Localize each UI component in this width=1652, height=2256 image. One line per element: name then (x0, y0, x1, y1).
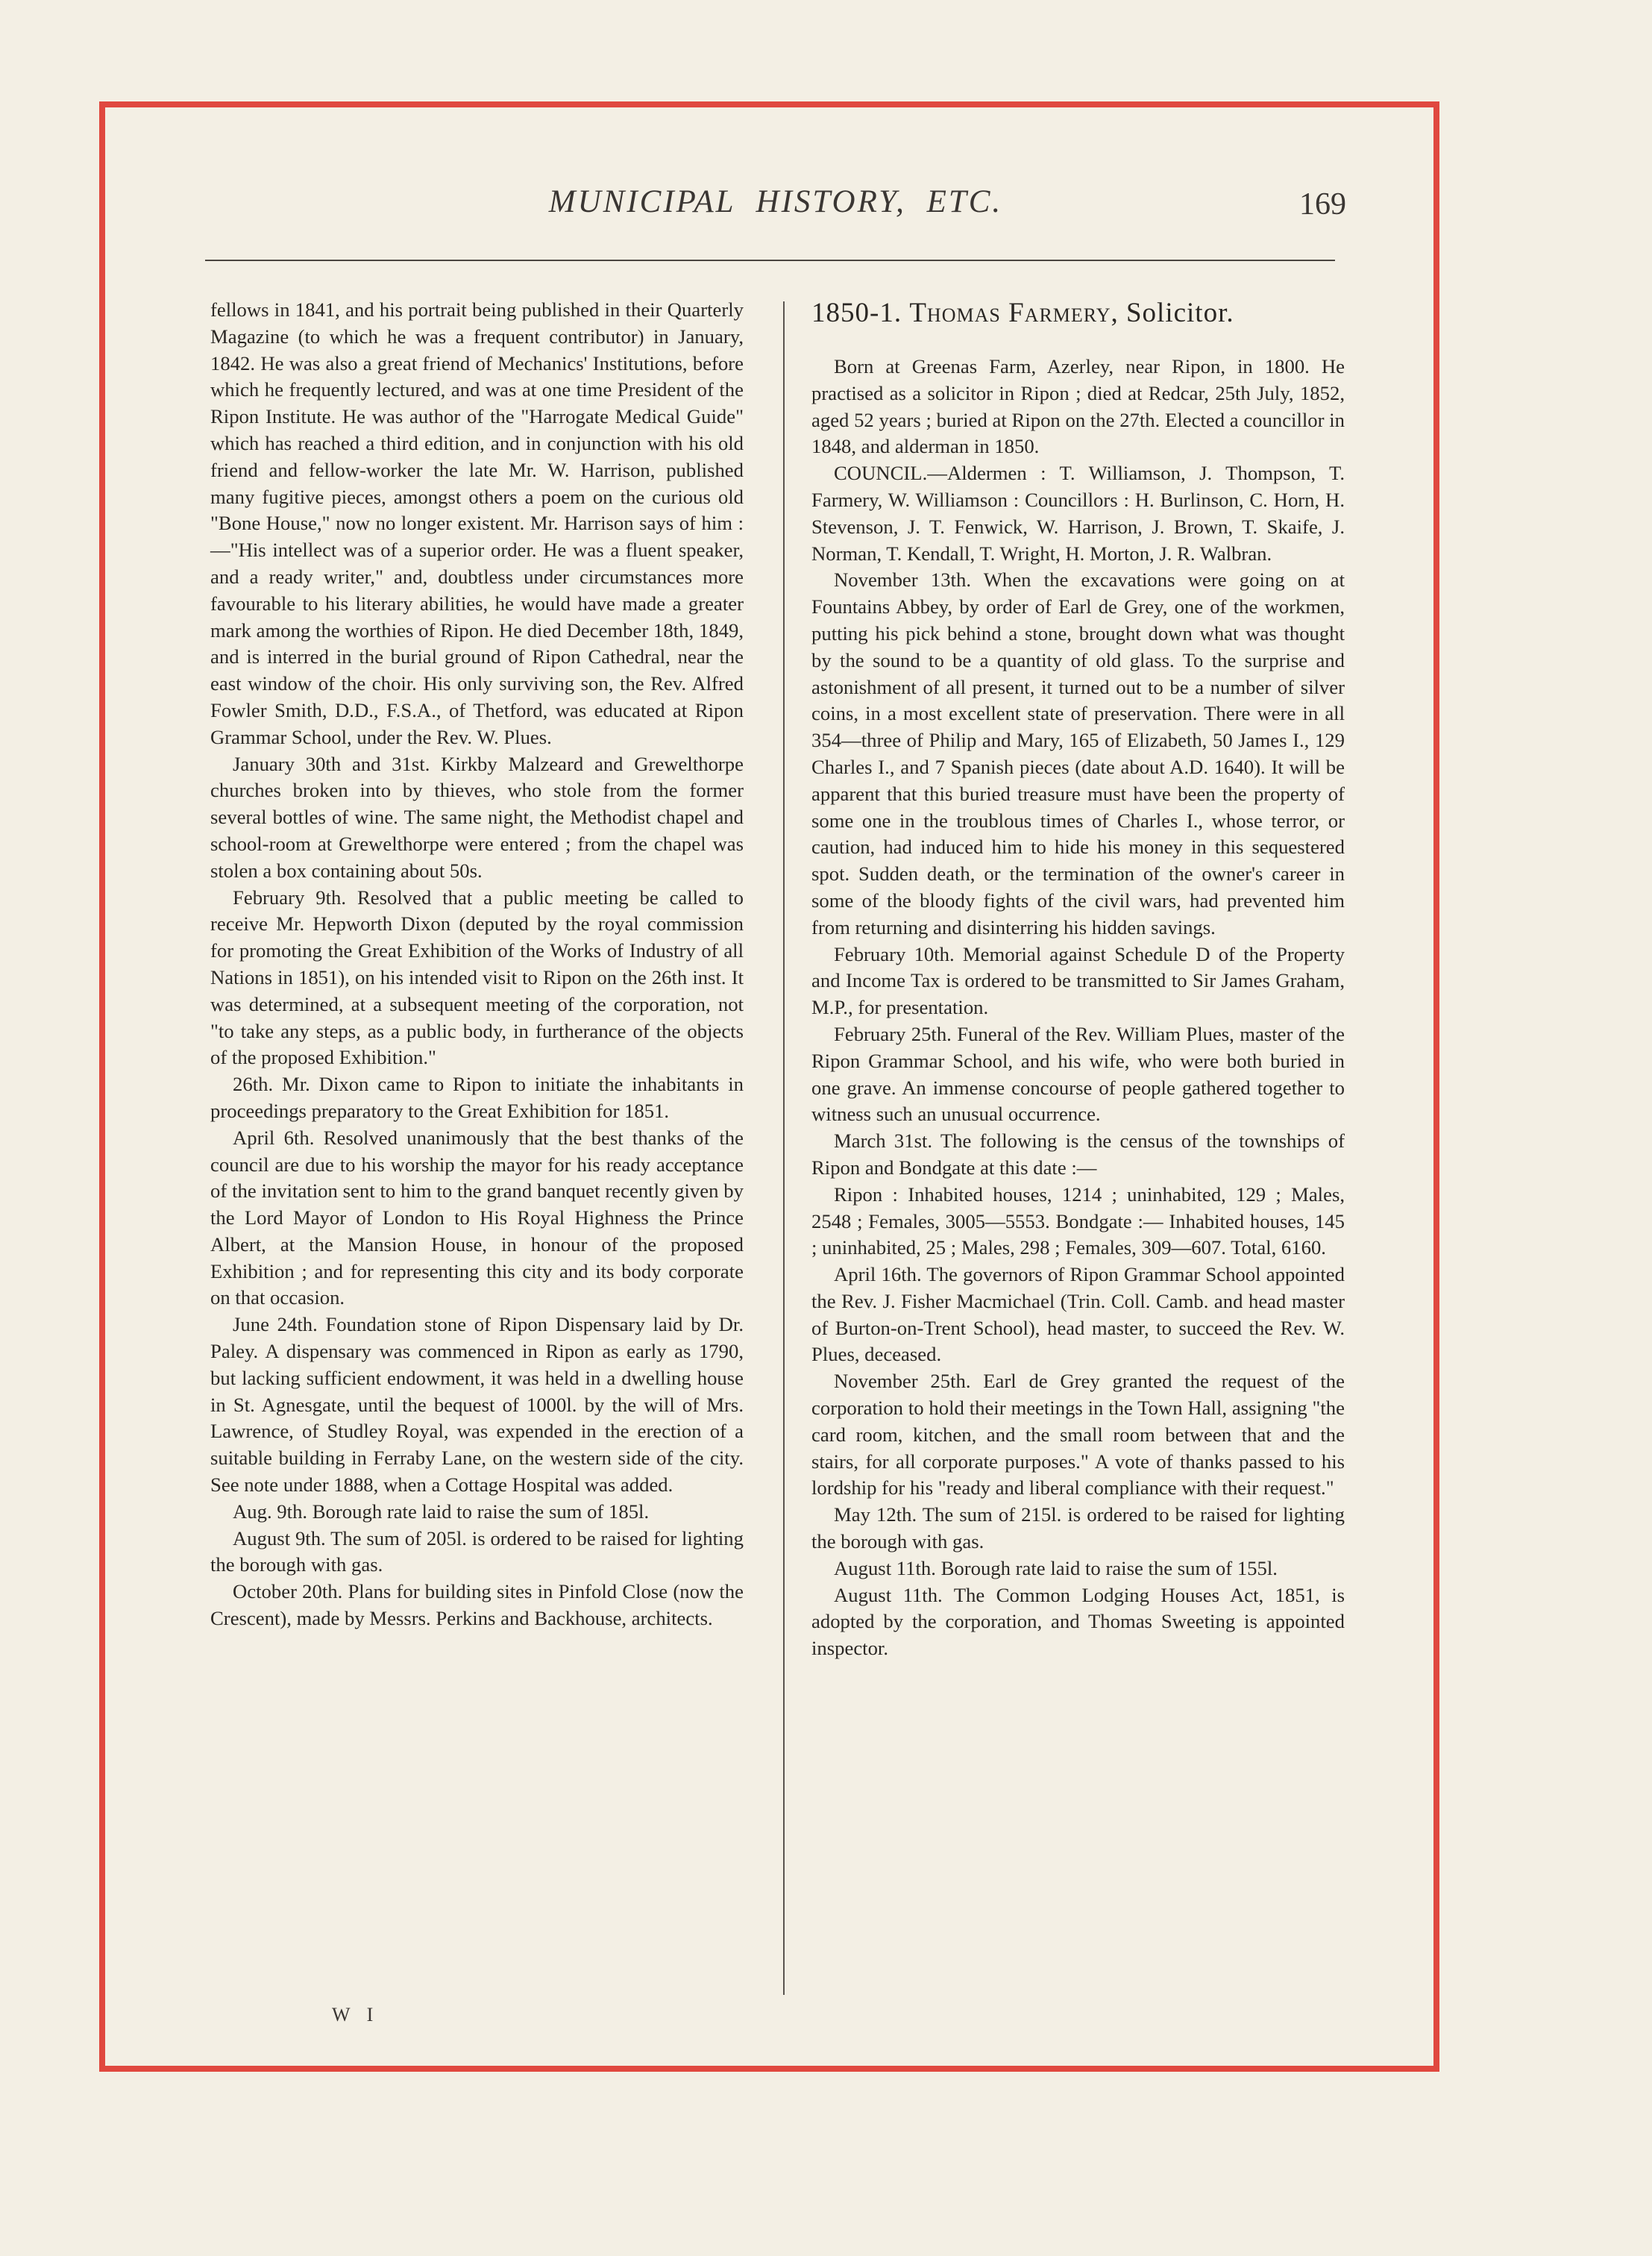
paragraph: August 9th. The sum of 205l. is ordered to be raised for lighting the borough with gas. (210, 1526, 744, 1576)
paragraph: May 12th. The sum of 215l. is ordered to be raised for lighting the borough with gas. (811, 1503, 1345, 1553)
paragraph: August 11th. The Common Lodging Houses Act, 1851, is adopted by the corporation, and Thomas Sweeting is appointed inspector. (811, 1583, 1345, 1660)
paragraph: COUNCIL.—Aldermen : T. Williamson, J. Thompson, T. Farmery, W. Williamson : Councillors : H. Burlinson, C. Horn, H. Stevenson, J. T. Fenwick, W. Harrison, J. Brown, T. Skaife, J. Norman, T. Kendall, T. Wright, H. Morton, J. R. Walbran. (811, 462, 1345, 565)
page-number: 169 (1299, 187, 1346, 222)
paragraph: 26th. Mr. Dixon came to Ripon to initiate the inhabitants in proceedings preparatory to the Great Exhibition for 1851. (210, 1073, 744, 1122)
paragraph: August 11th. Borough rate laid to raise the sum of 155l. (834, 1556, 1278, 1579)
paragraph: Ripon : Inhabited houses, 1214 ; uninhabited, 129 ; Males, 2548 ; Females, 3005—5553. Bondgate :— Inhabited houses, 145 ; uninhabited, 25 ; Males, 298 ; Females, 309—607. Total, 6160. (811, 1182, 1345, 1259)
running-title: MUNICIPAL HISTORY, ETC. (548, 184, 1003, 219)
paragraph: June 24th. Foundation stone of Ripon Dispensary laid by Dr. Paley. A dispensary was commenced in Ripon as early as 1790, but lacking sufficient endowment, it was held in a dwelling house in St. Agnesgate, until the bequest of 1000l. by the will of Mrs. Lawrence, of Studley Royal, was expended in the erection of a suitable building in Ferraby Lane, on the western side of the city. See note under 1888, when a Cottage Hospital was added. (210, 1313, 744, 1497)
running-head (205, 184, 1346, 228)
paragraph: November 25th. Earl de Grey granted the request of the corporation to hold their meetings in the Town Hall, assigning "the card room, kitchen, and the small room between that and the stairs, for all corporate purposes." A vote of thanks passed to his lordship for his "ready and liberal compliance with their request." (811, 1370, 1345, 1500)
paragraph: November 13th. When the excavations were going on at Fountains Abbey, by order of Earl de Grey, one of the workmen, putting his pick behind a stone, brought down what was thought by the sound to be a quantity of old glass. To the surprise and astonishment of all present, it turned out to be a number of silver coins, in a most excellent state of preservation. There were in all 354—three of Philip and Mary, 165 of Elizabeth, 50 James I., 129 Charles I., and 7 Spanish pieces (date about A.D. 1640). It will be apparent that this buried treasure must have been the property of some one in the troublous times of Charles I., whose terror, or caution, had induced him to hide his money in this sequestered spot. Sudden death, or the termination of the owner's career in some of the bloody fights of the civil wars, had prevented him from returning and disinterring his hidden savings. (811, 568, 1345, 939)
heading-role: Solicitor. (1125, 298, 1234, 328)
heading-name: Thomas Farmery, (909, 298, 1119, 328)
paragraph: fellows in 1841, and his portrait being published in their Quarterly Magazine (to which he was a frequent contributor) in January, 1842. He was also a great friend of Mechanics' Institutions, before which he frequently lectured, and was at one time President of the Ripon Institute. He was author of the "Harrogate Medical Guide" which has reached a third edition, and in conjunction with his old friend and fellow-worker the late Mr. W. Harrison, published many fugitive pieces, amongst others a poem on the curious old "Bone House," now no longer existent. Mr. Harrison says of him :—"His intellect was of a superior order. He was a fluent speaker, and a ready writer," and, doubtless under circumstances more favourable to his literary abilities, he would have made a greater mark among the worthies of Ripon. He died December 18th, 1849, and is interred in the burial ground of Ripon Cathedral, near the east window of the choir. His only surviving son, the Rev. Alfred Fowler Smith, D.D., F.S.A., of Thetford, was educated at Ripon Grammar School, under the Rev. W. Plues. (210, 298, 744, 748)
right-column (811, 295, 1345, 1662)
paragraph: April 6th. Resolved unanimously that the best thanks of the council are due to his worship the mayor for his ready acceptance of the invitation sent to him to the grand banquet recently given by the Lord Mayor of London to His Royal Highness the Prince Albert, at the Mansion House, in honour of the proposed Exhibition ; and for representing this city and its body corporate on that occasion. (210, 1126, 744, 1309)
signature-mark: W I (332, 2004, 380, 2025)
paragraph: February 25th. Funeral of the Rev. William Plues, master of the Ripon Grammar School, and his wife, who were both buried in one grave. An immense concourse of people gathered together to witness such an unusual occurrence. (811, 1022, 1345, 1126)
paragraph: Born at Greenas Farm, Azerley, near Ripon, in 1800. He practised as a solicitor in Ripon ; died at Redcar, 25th July, 1852, aged 52 years ; buried at Ripon on the 27th. Elected a councillor in 1848, and alderman in 1850. (811, 355, 1345, 458)
entry-heading (811, 295, 1345, 331)
paragraph: March 31st. The following is the census of the townships of Ripon and Bondgate at this date :— (811, 1129, 1345, 1179)
left-column (210, 297, 744, 1632)
header-rule (205, 260, 1335, 261)
paragraph: Aug. 9th. Borough rate laid to raise the sum of 185l. (233, 1500, 650, 1523)
paragraph: January 30th and 31st. Kirkby Malzeard and Grewelthorpe churches broken into by thieves, who stole from the former several bottles of wine. The same night, the Methodist chapel and school-room at Grewelthorpe were entered ; from the chapel was stolen a box containing about 50s. (210, 752, 744, 882)
column-divider (783, 301, 785, 1995)
paragraph: April 16th. The governors of Ripon Grammar School appointed the Rev. J. Fisher Macmichael (Trin. Coll. Camb. and head master of Burton-on-Trent School), head master, to succeed the Rev. W. Plues, deceased. (811, 1263, 1345, 1366)
heading-year: 1850-1. (811, 298, 902, 328)
paragraph: February 10th. Memorial against Schedule D of the Property and Income Tax is ordered to be transmitted to Sir James Graham, M.P., for presentation. (811, 942, 1345, 1019)
paragraph: October 20th. Plans for building sites in Pinfold Close (now the Crescent), made by Messrs. Perkins and Backhouse, architects. (210, 1580, 744, 1630)
paragraph: February 9th. Resolved that a public meeting be called to receive Mr. Hepworth Dixon (deputed by the royal commission for promoting the Great Exhibition of the Works of Industry of all Nations in 1851), on his intended visit to Ripon on the 26th inst. It was determined, at a subsequent meeting of the corporation, not "to take any steps, as a public body, in furtherance of the objects of the proposed Exhibition." (210, 886, 744, 1069)
